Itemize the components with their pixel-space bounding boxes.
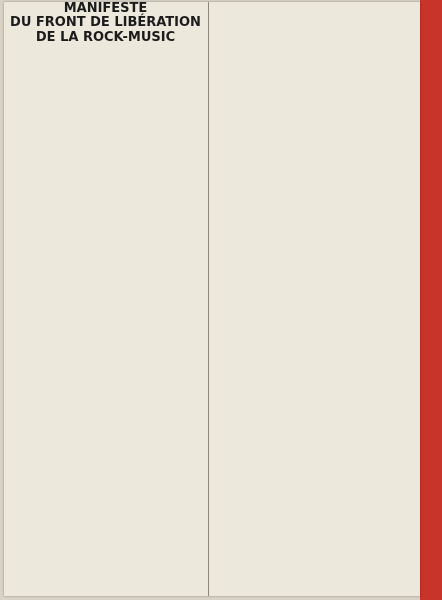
article-title: MANIFESTE DU FRONT DE LIBÉRATION DE LA ROCK-MUSIC xyxy=(10,2,201,45)
left-column xyxy=(7,2,204,596)
background-red-strip xyxy=(420,0,442,600)
right-column xyxy=(213,2,414,596)
column-divider xyxy=(208,2,209,596)
newspaper-clipping xyxy=(4,2,420,596)
